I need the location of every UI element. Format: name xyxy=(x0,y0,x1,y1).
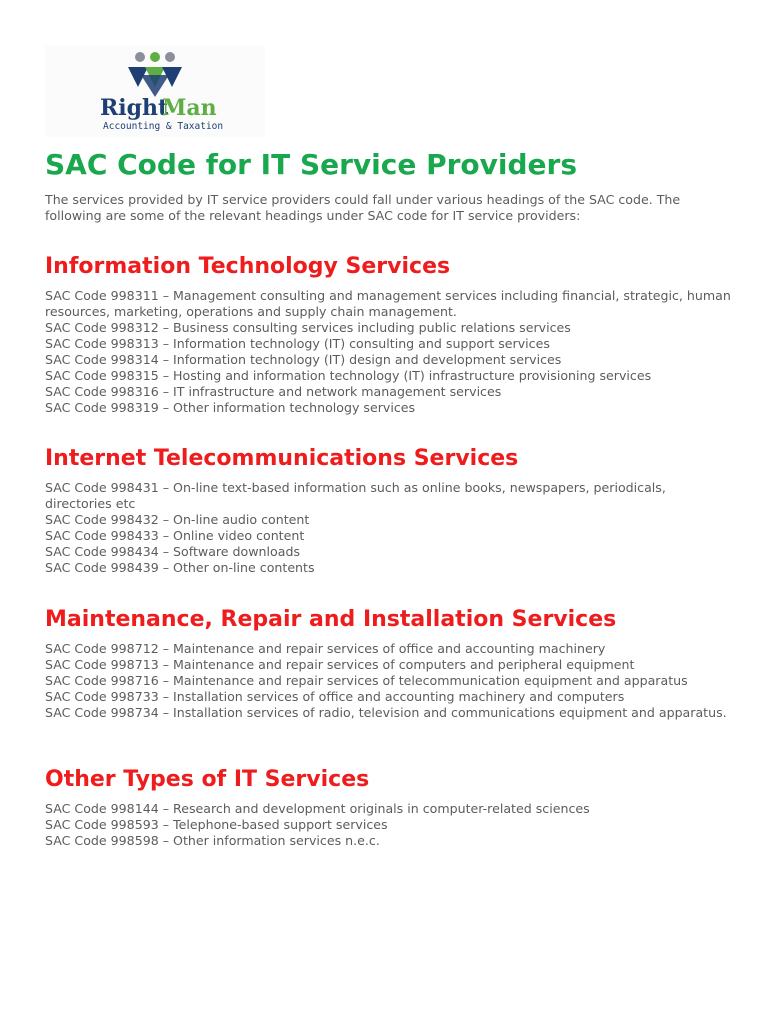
section-heading: Information Technology Services xyxy=(45,254,451,279)
sac-code-item: SAC Code 998313 – Information technology (IT) consulting and support services xyxy=(45,336,550,351)
svg-text:Accounting & Taxation: Accounting & Taxation xyxy=(103,121,224,132)
sac-code-item: SAC Code 998593 – Telephone-based support services xyxy=(45,817,388,832)
sac-code-item: SAC Code 998315 – Hosting and information technology (IT) infrastructure provisioning services xyxy=(45,368,652,383)
page-title: SAC Code for IT Service Providers xyxy=(45,148,578,181)
sac-code-item: SAC Code 998431 – On-line text-based information such as online books, newspapers, periodicals, directories etc xyxy=(45,480,666,511)
sac-code-item: SAC Code 998314 – Information technology (IT) design and development services xyxy=(45,352,562,367)
svg-text:Man: Man xyxy=(162,95,217,121)
section-information-technology xyxy=(45,252,735,416)
sac-code-item: SAC Code 998598 – Other information services n.e.c. xyxy=(45,833,380,848)
section-other-it-services xyxy=(45,765,735,849)
intro-paragraph: The services provided by IT service providers could fall under various headings of the SAC code. The following are some of the relevant headings under SAC code for IT service providers: xyxy=(45,192,681,223)
sac-code-item: SAC Code 998434 – Software downloads xyxy=(45,544,301,559)
sac-code-item: SAC Code 998733 – Installation services of office and accounting machinery and computers xyxy=(45,689,625,704)
section-maintenance-repair-installation xyxy=(45,605,735,721)
sac-code-item: SAC Code 998439 – Other on-line contents xyxy=(45,560,315,575)
sac-code-item: SAC Code 998734 – Installation services of radio, television and communications equipment and apparatus. xyxy=(45,705,727,720)
section-heading: Maintenance, Repair and Installation Services xyxy=(45,607,617,632)
sac-code-item: SAC Code 998319 – Other information technology services xyxy=(45,400,416,415)
svg-text:Right: Right xyxy=(100,95,169,121)
sac-code-item: SAC Code 998433 – Online video content xyxy=(45,528,305,543)
sac-code-item: SAC Code 998311 – Management consulting and management services including financial, strategic, human resources, marketing, operations and supply chain management. xyxy=(45,288,731,319)
rightman-logo-icon xyxy=(45,45,265,137)
sac-code-item: SAC Code 998432 – On-line audio content xyxy=(45,512,310,527)
sac-code-item: SAC Code 998712 – Maintenance and repair services of office and accounting machinery xyxy=(45,641,606,656)
sac-code-item: SAC Code 998144 – Research and development originals in computer-related sciences xyxy=(45,801,590,816)
sac-code-item: SAC Code 998716 – Maintenance and repair services of telecommunication equipment and apparatus xyxy=(45,673,688,688)
sac-code-list xyxy=(45,288,735,416)
rightman-logo xyxy=(45,45,265,137)
section-heading: Other Types of IT Services xyxy=(45,767,370,792)
sac-code-list xyxy=(45,480,735,576)
section-internet-telecommunications xyxy=(45,444,735,576)
sac-code-list xyxy=(45,641,735,721)
sac-code-item: SAC Code 998316 – IT infrastructure and network management services xyxy=(45,384,502,399)
section-heading: Internet Telecommunications Services xyxy=(45,446,519,471)
sac-code-item: SAC Code 998713 – Maintenance and repair services of computers and peripheral equipment xyxy=(45,657,635,672)
sac-code-list xyxy=(45,801,735,849)
sac-code-item: SAC Code 998312 – Business consulting services including public relations services xyxy=(45,320,571,335)
